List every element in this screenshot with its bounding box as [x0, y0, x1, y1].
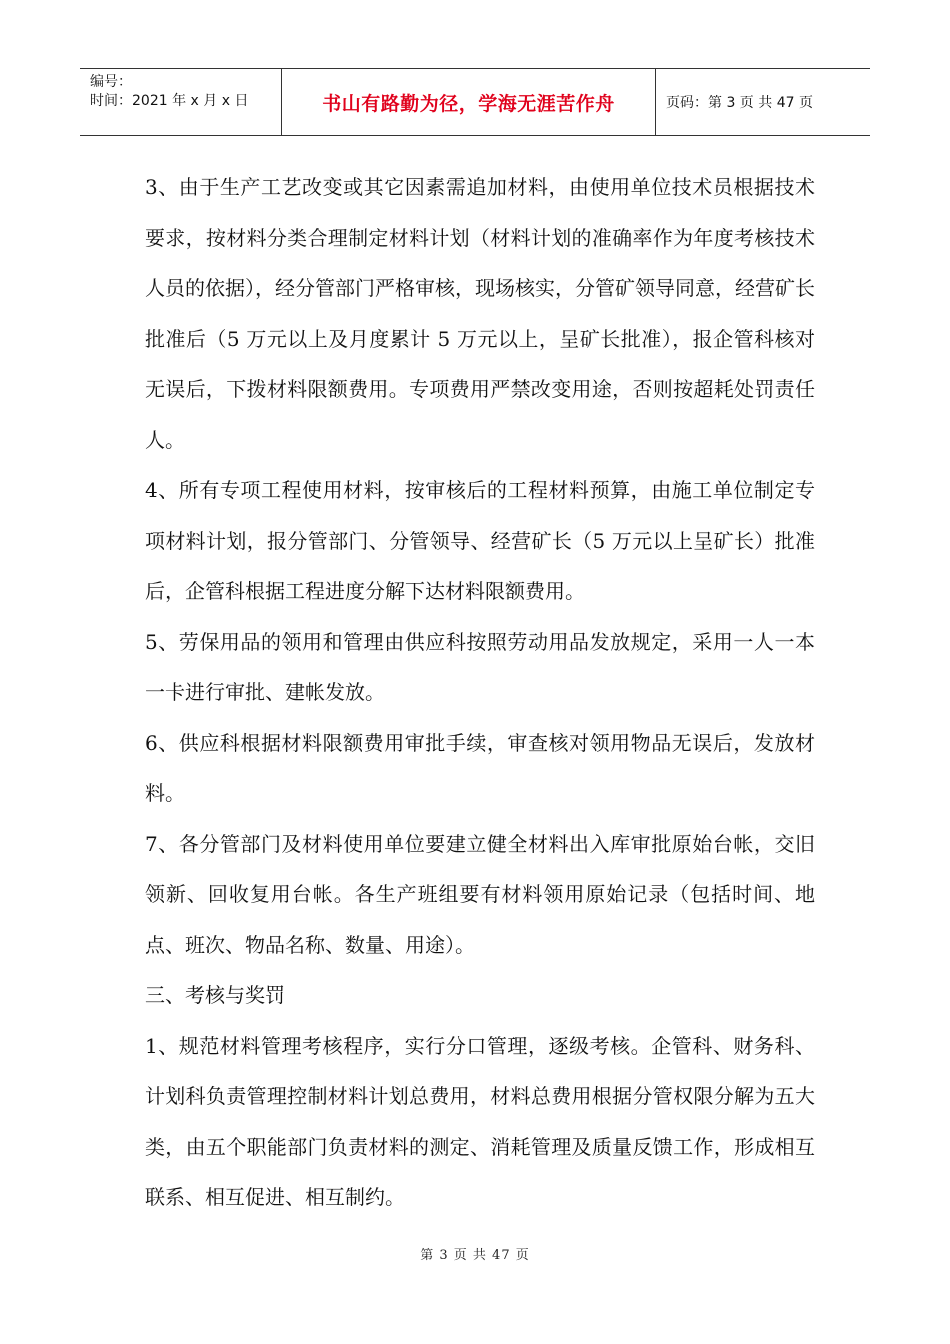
section-heading: 三、考核与奖罚	[145, 983, 285, 1007]
paragraph-item-5: 5、劳保用品的领用和管理由供应科按照劳动用品发放规定，采用一人一本一卡进行审批、建帐发放。	[145, 629, 815, 704]
page-header	[80, 68, 870, 136]
document-number-label: 编号：	[90, 74, 132, 90]
paragraph-item-7: 7、各分管部门及材料使用单位要建立健全材料出入库审批原始台帐，交旧领新、回收复用台帐。各生产班组要有材料领用原始记录（包括时间、地点、班次、物品名称、数量、用途）。	[145, 831, 815, 957]
document-body	[145, 162, 815, 1223]
header-motto: 书山有路勤为径，学海无涯苦作舟	[282, 69, 656, 135]
paragraph-item-1: 1、规范材料管理考核程序，实行分口管理，逐级考核。企管科、财务科、计划科负责管理控制材料计划总费用，材料总费用根据分管权限分解为五大类，由五个职能部门负责材料的测定、消耗管理及质量反馈工作，形成相互联系、相互促进、相互制约。	[145, 1033, 815, 1209]
paragraph-item-4: 4、所有专项工程使用材料，按审核后的工程材料预算，由施工单位制定专项材料计划，报分管部门、分管领导、经营矿长（5 万元以上呈矿长）批准后，企管科根据工程进度分解下达材料限额费用。	[145, 478, 815, 603]
paragraph-item-6: 6、供应科根据材料限额费用审批手续，审查核对领用物品无误后，发放材料。	[145, 730, 815, 805]
page-footer: 第 3 页 共 47 页	[420, 1248, 530, 1263]
header-page-info: 页码：第 3 页 共 47 页	[666, 95, 813, 111]
document-time-label: 时间：2021 年 x 月 x 日	[90, 93, 249, 109]
paragraph-item-3: 3、由于生产工艺改变或其它因素需追加材料，由使用单位技术员根据技术要求，按材料分类合理制定材料计划（材料计划的准确率作为年度考核技术人员的依据），经分管部门严格审核，现场核实，分管矿领导同意，经营矿长批准后（5 万元以上及月度累计 5 万元以上，呈矿长批准），报企管科核对无误后，下拨材料限额费用。专项费用严禁改变用途，否则按超耗处罚责任人。	[145, 175, 815, 452]
header-meta	[80, 69, 282, 135]
